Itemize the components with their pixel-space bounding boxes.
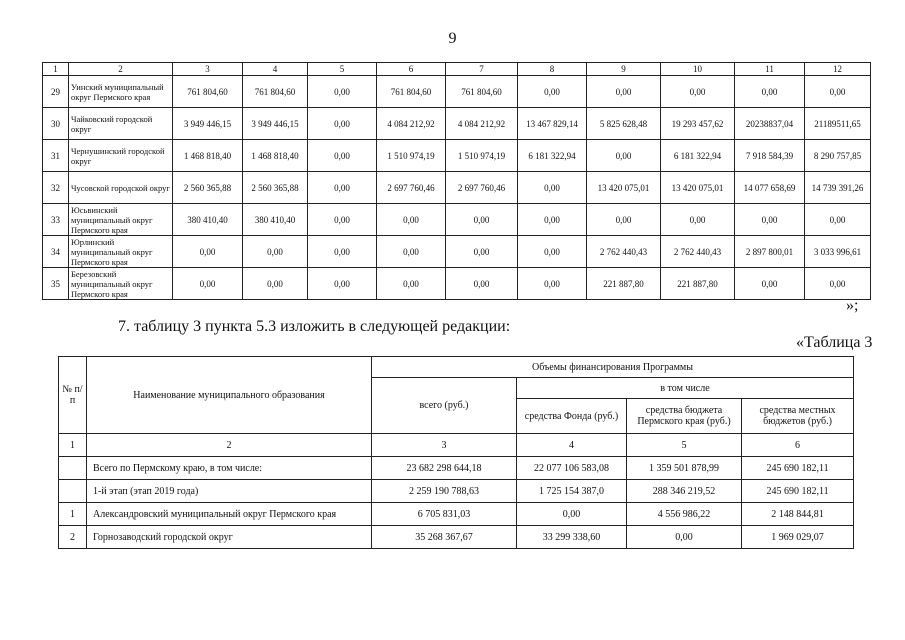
table-cell: 5 825 628,48 [587,108,661,140]
table-cell: 6 705 831,03 [372,503,517,526]
municipality-name: 1-й этап (этап 2019 года) [87,480,372,503]
municipality-name: Уинский муниципальный округ Пермского края [69,76,173,108]
column-number: 1 [43,63,69,76]
table-previous [42,62,871,300]
table-cell: 761 804,60 [243,76,308,108]
table-cell: 35 268 367,67 [372,526,517,549]
table-cell: 0,00 [377,268,446,300]
municipality-name: Всего по Пермскому краю, в том числе: [87,457,372,480]
table-cell: 3 949 446,15 [173,108,243,140]
table-cell: 2 697 760,46 [446,172,518,204]
column-number: 2 [87,434,372,457]
header-total: всего (руб.) [372,378,517,434]
table-cell: 33 [43,204,69,236]
table-row [43,268,871,300]
table-cell: 29 [43,76,69,108]
table-cell: 0,00 [805,268,871,300]
table-cell: 761 804,60 [377,76,446,108]
table-cell: 23 682 298 644,18 [372,457,517,480]
table-cell: 6 181 322,94 [518,140,587,172]
municipality-name: Березовский муниципальный округ Пермского края [69,268,173,300]
column-number: 6 [742,434,854,457]
table-cell: 288 346 219,52 [627,480,742,503]
table-cell: 0,00 [587,140,661,172]
table-cell: 3 949 446,15 [243,108,308,140]
table-cell: 1 359 501 878,99 [627,457,742,480]
table-cell: 0,00 [518,236,587,268]
table-cell: 35 [43,268,69,300]
table-cell: 0,00 [518,204,587,236]
table-row [43,204,871,236]
table-cell: 13 420 075,01 [661,172,735,204]
table-cell: 19 293 457,62 [661,108,735,140]
column-number: 2 [69,63,173,76]
table-cell: 2 762 440,43 [661,236,735,268]
table-cell: 0,00 [735,268,805,300]
table-cell: 2 560 365,88 [173,172,243,204]
table-row [59,503,854,526]
table-cell: 0,00 [735,204,805,236]
table-cell: 380 410,40 [243,204,308,236]
table-row [43,140,871,172]
header-number: № п/п [59,357,87,434]
amendment-paragraph: 7. таблицу 3 пункта 5.3 изложить в следующей редакции: [118,318,511,335]
table-cell: 0,00 [805,76,871,108]
table-cell: 2 [59,526,87,549]
table-cell: 0,00 [308,236,377,268]
table-cell: 31 [43,140,69,172]
column-number: 6 [377,63,446,76]
header-volumes: Объемы финансирования Программы [372,357,854,378]
table-cell: 1 969 029,07 [742,526,854,549]
table-cell: 21189511,65 [805,108,871,140]
table-cell: 32 [43,172,69,204]
table-cell: 2 259 190 788,63 [372,480,517,503]
municipality-name: Юсьвинский муниципальный округ Пермского края [69,204,173,236]
table-cell: 0,00 [308,268,377,300]
column-number: 9 [587,63,661,76]
header-regional: средства бюджета Пермского края (руб.) [627,399,742,434]
header-row [43,63,871,76]
header-name: Наименование муниципального образования [87,357,372,434]
table-cell: 0,00 [446,204,518,236]
table-cell: 4 084 212,92 [377,108,446,140]
table-cell: 2 148 844,81 [742,503,854,526]
table-cell: 245 690 182,11 [742,480,854,503]
column-number: 5 [308,63,377,76]
table-cell: 0,00 [518,172,587,204]
table-row [43,108,871,140]
header-fund: средства Фонда (руб.) [517,399,627,434]
table-cell: 0,00 [735,76,805,108]
table-row [43,172,871,204]
table-row [43,76,871,108]
municipality-name: Александровский муниципальный округ Пермского края [87,503,372,526]
table-cell: 33 299 338,60 [517,526,627,549]
table-cell: 1 510 974,19 [446,140,518,172]
table-row [59,480,854,503]
table-cell: 4 084 212,92 [446,108,518,140]
table-cell: 1 468 818,40 [173,140,243,172]
table-row [59,526,854,549]
header-local: средства местных бюджетов (руб.) [742,399,854,434]
table-cell: 0,00 [518,268,587,300]
table-cell: 1 [59,503,87,526]
table-cell: 0,00 [308,172,377,204]
header-including: в том числе [517,378,854,399]
table-cell: 2 697 760,46 [377,172,446,204]
table-cell: 14 077 658,69 [735,172,805,204]
table-cell: 0,00 [173,236,243,268]
table-cell: 0,00 [308,76,377,108]
table-cell: 245 690 182,11 [742,457,854,480]
table-cell: 380 410,40 [173,204,243,236]
table-cell: 761 804,60 [446,76,518,108]
municipality-name: Горнозаводский городской округ [87,526,372,549]
table-cell: 13 467 829,14 [518,108,587,140]
table-cell: 0,00 [627,526,742,549]
page-number: 9 [448,30,457,47]
table-cell: 30 [43,108,69,140]
table-cell [59,457,87,480]
column-number: 10 [661,63,735,76]
table-cell: 13 420 075,01 [587,172,661,204]
municipality-name: Юрлинский муниципальный округ Пермского края [69,236,173,268]
table-cell: 0,00 [661,204,735,236]
table-cell: 8 290 757,85 [805,140,871,172]
table-cell [59,480,87,503]
municipality-name: Чернушинский городской округ [69,140,173,172]
table-cell: 221 887,80 [587,268,661,300]
table-cell: 221 887,80 [661,268,735,300]
table-cell: 7 918 584,39 [735,140,805,172]
table-cell: 2 897 800,01 [735,236,805,268]
table-cell: 22 077 106 583,08 [517,457,627,480]
column-number: 8 [518,63,587,76]
table-cell: 3 033 996,61 [805,236,871,268]
column-number: 5 [627,434,742,457]
table-cell: 4 556 986,22 [627,503,742,526]
table-cell: 0,00 [173,268,243,300]
table-cell: 0,00 [243,236,308,268]
table-cell: 20238837,04 [735,108,805,140]
table-cell: 2 560 365,88 [243,172,308,204]
closing-quote: »; [846,297,859,314]
table-cell: 0,00 [446,236,518,268]
municipality-name: Чайковский городской округ [69,108,173,140]
column-number: 7 [446,63,518,76]
table-cell: 761 804,60 [173,76,243,108]
table-cell: 0,00 [377,204,446,236]
table-cell: 0,00 [661,76,735,108]
table-row [59,457,854,480]
table-cell: 0,00 [587,204,661,236]
column-number: 12 [805,63,871,76]
table-row [43,236,871,268]
municipality-name: Чусовской городской округ [69,172,173,204]
table-label: «Таблица 3 [796,334,873,351]
column-number: 3 [173,63,243,76]
table-cell: 0,00 [446,268,518,300]
column-number: 4 [243,63,308,76]
table-cell: 14 739 391,26 [805,172,871,204]
table-cell: 1 510 974,19 [377,140,446,172]
table-cell: 0,00 [377,236,446,268]
table-cell: 0,00 [518,76,587,108]
column-number: 11 [735,63,805,76]
table-cell: 0,00 [308,108,377,140]
table-cell: 1 468 818,40 [243,140,308,172]
table-cell: 0,00 [243,268,308,300]
table-cell: 1 725 154 387,0 [517,480,627,503]
table-cell: 34 [43,236,69,268]
table-cell: 2 762 440,43 [587,236,661,268]
column-number: 1 [59,434,87,457]
column-number: 4 [517,434,627,457]
table-cell: 0,00 [517,503,627,526]
table-cell: 6 181 322,94 [661,140,735,172]
column-number: 3 [372,434,517,457]
table-cell: 0,00 [308,140,377,172]
table-cell: 0,00 [308,204,377,236]
table-3 [58,356,854,549]
column-number-row [59,434,854,457]
table-cell: 0,00 [587,76,661,108]
table-cell: 0,00 [805,204,871,236]
